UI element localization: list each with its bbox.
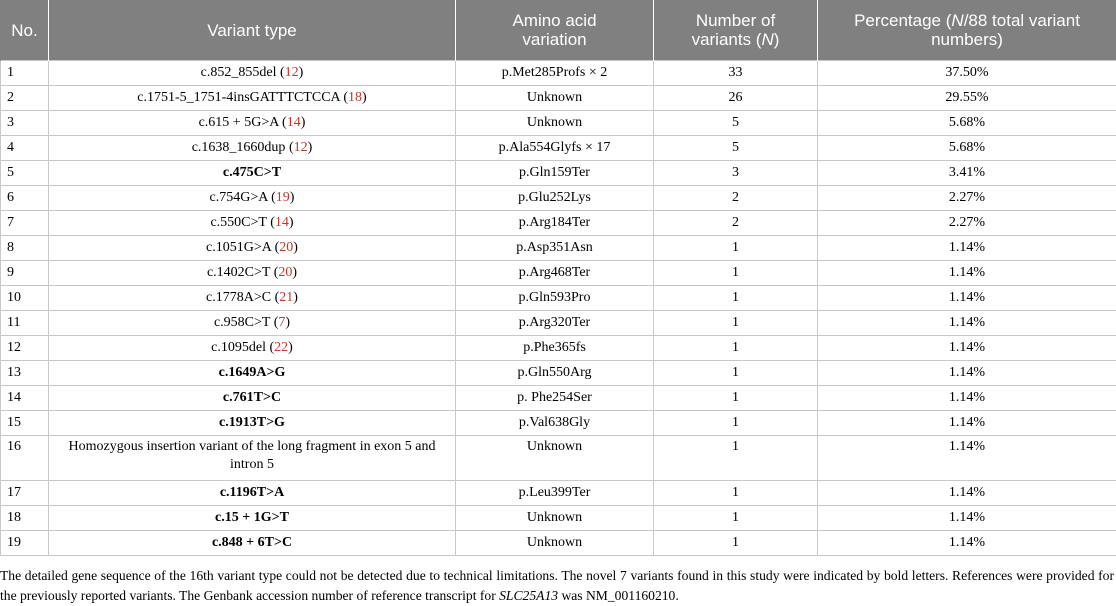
cell-count: 1 <box>654 361 818 386</box>
cell-percentage: 29.55% <box>818 86 1116 111</box>
cell-no: 5 <box>1 161 49 186</box>
gene-name: SLC25A13 <box>499 588 558 603</box>
reference-link[interactable]: 20 <box>278 265 292 280</box>
cell-amino-acid: p.Gln550Arg <box>456 361 654 386</box>
reference-link[interactable]: 19 <box>276 190 290 205</box>
variant-text: c.958C>T <box>214 315 270 330</box>
cell-no: 3 <box>1 111 49 136</box>
variant-text: c.1649A>G <box>219 365 286 380</box>
cell-percentage: 1.14% <box>818 436 1116 481</box>
cell-no: 14 <box>1 386 49 411</box>
variant-text: c.475C>T <box>223 165 281 180</box>
cell-count: 1 <box>654 336 818 361</box>
variant-text: c.754G>A <box>210 190 268 205</box>
cell-count: 1 <box>654 411 818 436</box>
variant-text: c.761T>C <box>223 390 281 405</box>
reference-link[interactable]: 14 <box>287 115 301 130</box>
cell-no: 10 <box>1 286 49 311</box>
cell-no: 11 <box>1 311 49 336</box>
variant-text: c.852_855del <box>201 65 277 80</box>
cell-no: 9 <box>1 261 49 286</box>
table-row <box>1 411 1116 436</box>
cell-amino-acid: p.Val638Gly <box>456 411 654 436</box>
cell-variant-type <box>49 481 456 506</box>
cell-count: 1 <box>654 436 818 481</box>
header-amino-acid-variation: Amino acid variation <box>456 0 654 61</box>
cell-percentage: 1.14% <box>818 261 1116 286</box>
table-body <box>1 61 1116 556</box>
cell-variant-type: c.958C>T (7) <box>49 311 456 336</box>
table-row <box>1 86 1116 111</box>
cell-percentage: 37.50% <box>818 61 1116 86</box>
cell-variant-type: c.615 + 5G>A (14) <box>49 111 456 136</box>
cell-count: 1 <box>654 531 818 556</box>
cell-amino-acid: Unknown <box>456 531 654 556</box>
cell-count: 1 <box>654 311 818 336</box>
cell-percentage: 1.14% <box>818 336 1116 361</box>
reference-link[interactable]: 20 <box>279 240 293 255</box>
table-row <box>1 336 1116 361</box>
cell-variant-type <box>49 411 456 436</box>
cell-percentage: 1.14% <box>818 481 1116 506</box>
cell-no: 12 <box>1 336 49 361</box>
cell-variant-type: c.550C>T (14) <box>49 211 456 236</box>
reference-link[interactable]: 7 <box>278 315 285 330</box>
cell-amino-acid: p.Arg184Ter <box>456 211 654 236</box>
cell-percentage: 1.14% <box>818 361 1116 386</box>
cell-count: 1 <box>654 286 818 311</box>
cell-percentage: 1.14% <box>818 311 1116 336</box>
variant-text: c.1751-5_1751-4insGATTTCTCCA <box>137 90 340 105</box>
cell-amino-acid: p.Asp351Asn <box>456 236 654 261</box>
table-row <box>1 531 1116 556</box>
header-percentage: Percentage (N/88 total variant numbers) <box>818 0 1116 61</box>
cell-count: 5 <box>654 136 818 161</box>
cell-amino-acid: p.Leu399Ter <box>456 481 654 506</box>
cell-variant-type: c.1402C>T (20) <box>49 261 456 286</box>
header-no: No. <box>1 0 49 61</box>
cell-amino-acid: Unknown <box>456 436 654 481</box>
cell-variant-type <box>49 506 456 531</box>
variant-text: c.550C>T <box>210 215 266 230</box>
table-row <box>1 111 1116 136</box>
table-row <box>1 236 1116 261</box>
reference-link[interactable]: 18 <box>348 90 362 105</box>
cell-amino-acid: Unknown <box>456 111 654 136</box>
header-row <box>1 0 1116 61</box>
table-row <box>1 481 1116 506</box>
cell-percentage: 2.27% <box>818 186 1116 211</box>
variant-text: c.1638_1660dup <box>192 140 286 155</box>
cell-percentage: 1.14% <box>818 236 1116 261</box>
table-footnote: The detailed gene sequence of the 16th variant type could not be detected due to technical limitations. The novel 7 variants found in this study were indicated by bold letters. References were provided for the previously reported variants. The Genbank accession number of reference transcript for SLC25A13 was NM_001160210. <box>0 566 1116 606</box>
cell-count: 2 <box>654 211 818 236</box>
cell-count: 1 <box>654 236 818 261</box>
cell-amino-acid: p.Arg320Ter <box>456 311 654 336</box>
variant-text: c.15 + 1G>T <box>215 510 289 525</box>
cell-percentage: 1.14% <box>818 386 1116 411</box>
table-row <box>1 436 1116 481</box>
table-row <box>1 261 1116 286</box>
cell-amino-acid: p.Gln159Ter <box>456 161 654 186</box>
variant-text: c.615 + 5G>A <box>199 115 279 130</box>
cell-no: 13 <box>1 361 49 386</box>
table-row <box>1 161 1116 186</box>
cell-percentage: 1.14% <box>818 506 1116 531</box>
table-row <box>1 186 1116 211</box>
table-row <box>1 286 1116 311</box>
variant-text: Homozygous insertion variant of the long fragment in exon 5 and intron 5 <box>68 439 435 472</box>
cell-count: 1 <box>654 261 818 286</box>
cell-variant-type <box>49 386 456 411</box>
header-variant-type: Variant type <box>49 0 456 61</box>
reference-link[interactable]: 22 <box>274 340 288 355</box>
cell-variant-type <box>49 161 456 186</box>
table-header <box>1 0 1116 61</box>
cell-no: 17 <box>1 481 49 506</box>
cell-no: 18 <box>1 506 49 531</box>
variant-text: c.1051G>A <box>206 240 271 255</box>
table-row <box>1 61 1116 86</box>
cell-no: 7 <box>1 211 49 236</box>
header-number-of-variants: Number of variants (N) <box>654 0 818 61</box>
variant-text: c.1913T>G <box>219 415 285 430</box>
cell-variant-type <box>49 436 456 481</box>
cell-amino-acid: p.Gln593Pro <box>456 286 654 311</box>
cell-percentage: 1.14% <box>818 411 1116 436</box>
cell-count: 33 <box>654 61 818 86</box>
cell-variant-type: c.1095del (22) <box>49 336 456 361</box>
reference-link[interactable]: 12 <box>285 65 299 80</box>
cell-count: 1 <box>654 481 818 506</box>
cell-no: 1 <box>1 61 49 86</box>
cell-count: 3 <box>654 161 818 186</box>
table-row <box>1 386 1116 411</box>
cell-no: 19 <box>1 531 49 556</box>
cell-variant-type: c.754G>A (19) <box>49 186 456 211</box>
cell-variant-type <box>49 361 456 386</box>
cell-percentage: 2.27% <box>818 211 1116 236</box>
table-row <box>1 136 1116 161</box>
cell-amino-acid: Unknown <box>456 506 654 531</box>
cell-amino-acid: p.Glu252Lys <box>456 186 654 211</box>
cell-percentage: 1.14% <box>818 531 1116 556</box>
cell-no: 2 <box>1 86 49 111</box>
cell-no: 6 <box>1 186 49 211</box>
cell-amino-acid: p.Phe365fs <box>456 336 654 361</box>
cell-percentage: 5.68% <box>818 136 1116 161</box>
cell-amino-acid: p.Met285Profs × 2 <box>456 61 654 86</box>
cell-variant-type: c.1638_1660dup (12) <box>49 136 456 161</box>
cell-amino-acid: Unknown <box>456 86 654 111</box>
cell-no: 4 <box>1 136 49 161</box>
cell-variant-type: c.1778A>C (21) <box>49 286 456 311</box>
table-row <box>1 506 1116 531</box>
cell-amino-acid: p. Phe254Ser <box>456 386 654 411</box>
cell-count: 1 <box>654 506 818 531</box>
cell-no: 8 <box>1 236 49 261</box>
reference-link[interactable]: 12 <box>294 140 308 155</box>
cell-variant-type: c.852_855del (12) <box>49 61 456 86</box>
cell-percentage: 1.14% <box>818 286 1116 311</box>
cell-variant-type: c.1751-5_1751-4insGATTTCTCCA (18) <box>49 86 456 111</box>
variant-text: c.848 + 6T>C <box>212 535 292 550</box>
reference-link[interactable]: 14 <box>275 215 289 230</box>
cell-percentage: 3.41% <box>818 161 1116 186</box>
cell-count: 5 <box>654 111 818 136</box>
cell-count: 2 <box>654 186 818 211</box>
variant-text: c.1196T>A <box>220 485 284 500</box>
cell-variant-type: c.1051G>A (20) <box>49 236 456 261</box>
cell-percentage: 5.68% <box>818 111 1116 136</box>
variant-text: c.1402C>T <box>207 265 270 280</box>
cell-count: 26 <box>654 86 818 111</box>
cell-no: 15 <box>1 411 49 436</box>
variant-text: c.1095del <box>211 340 266 355</box>
reference-link[interactable]: 21 <box>279 290 293 305</box>
table-row <box>1 361 1116 386</box>
variant-text: c.1778A>C <box>206 290 271 305</box>
cell-amino-acid: p.Ala554Glyfs × 17 <box>456 136 654 161</box>
table-row <box>1 311 1116 336</box>
cell-amino-acid: p.Arg468Ter <box>456 261 654 286</box>
table-row <box>1 211 1116 236</box>
cell-count: 1 <box>654 386 818 411</box>
cell-variant-type <box>49 531 456 556</box>
cell-no: 16 <box>1 436 49 481</box>
